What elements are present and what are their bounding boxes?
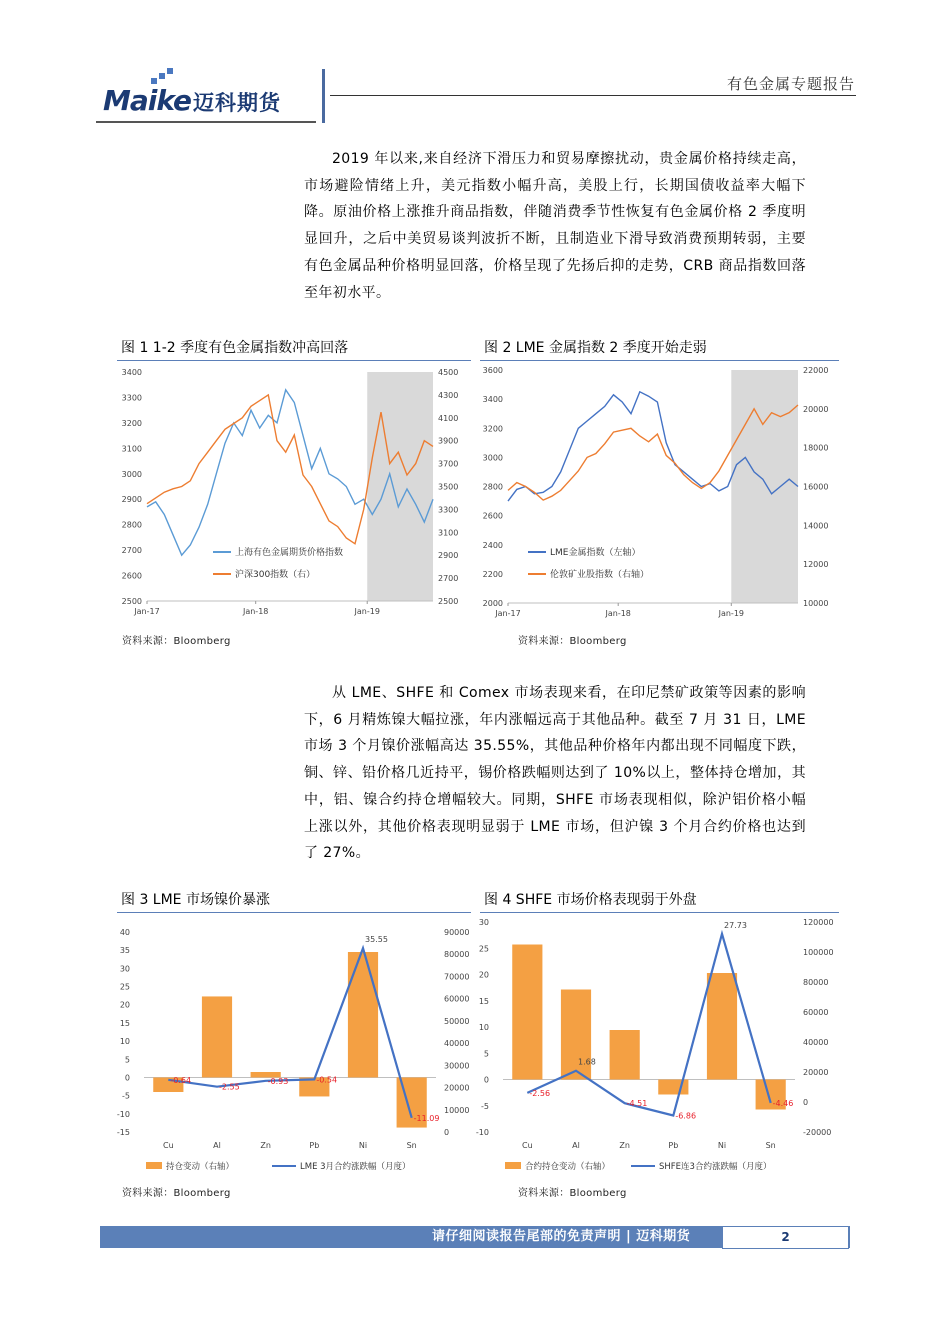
legend-label: 持仓变动（右轴） (166, 1162, 235, 1172)
bar (707, 973, 737, 1080)
category-label: Cu (522, 1141, 533, 1150)
category-label: Cu (163, 1141, 174, 1150)
x-tick-label: Jan-18 (605, 609, 631, 618)
right-tick-label: 90000 (444, 928, 470, 937)
left-tick-label: 30 (119, 964, 130, 974)
left-tick-label: 2400 (482, 540, 503, 550)
chart-1 (110, 362, 470, 622)
right-tick-label: 100000 (803, 948, 834, 957)
left-tick-label: 15 (478, 996, 489, 1006)
left-tick-label: 3300 (121, 393, 142, 403)
right-tick-label: 80000 (444, 950, 470, 960)
source-note-3: 资料来源：Bloomberg (122, 1188, 231, 1199)
left-tick-label: -5 (122, 1091, 130, 1101)
right-tick-label: 16000 (803, 482, 829, 492)
right-tick-label: 2500 (438, 597, 459, 606)
data-label: 1.68 (578, 1057, 596, 1067)
source-note-4: 资料来源：Bloomberg (518, 1188, 627, 1199)
right-tick-label: -20000 (803, 1128, 832, 1137)
left-tick-label: 5 (483, 1049, 489, 1059)
legend-label: 沪深300指数（右） (235, 570, 316, 580)
x-tick-label: Jan-17 (134, 607, 160, 616)
right-tick-label: 22000 (803, 366, 829, 375)
right-tick-label: 3500 (438, 482, 459, 492)
left-tick-label: 10 (478, 1023, 489, 1032)
figure-1-title: 图 1 1-2 季度有色金属指数冲高回落 (117, 338, 471, 361)
right-tick-label: 0 (803, 1098, 809, 1107)
left-tick-label: 2700 (121, 546, 142, 556)
category-label: Ni (358, 1141, 368, 1150)
category-label: Pb (668, 1141, 679, 1150)
legend-label: 合约持仓变动（右轴） (525, 1162, 611, 1172)
right-tick-label: 80000 (803, 978, 829, 987)
right-tick-label: 70000 (444, 972, 470, 982)
left-tick-label: 20 (119, 1000, 130, 1010)
right-tick-label: 10000 (803, 599, 829, 608)
left-tick-label: 35 (119, 946, 130, 956)
source-note-1: 资料来源：Bloomberg (122, 636, 231, 647)
right-tick-label: 40000 (803, 1038, 829, 1047)
legend-label: SHFE连3合约涨跌幅（月度） (659, 1162, 772, 1172)
bar (202, 996, 232, 1077)
right-tick-label: 2700 (438, 574, 459, 584)
left-tick-label: 2600 (482, 511, 503, 521)
category-label: Al (572, 1141, 580, 1150)
category-label: Sn (765, 1141, 776, 1150)
paragraph-intro: 2019 年以来,来自经济下滑压力和贸易摩擦扰动，贵金属价格持续走高，市场避险情绪上升，美元指数小幅升高，美股上行，长期国债收益率大幅下降。原油价格上涨推升商品指数，伴随消费季节性恢复有色金属价格 2 季度明显回升，之后中美贸易谈判波折不断，且制造业下滑导致消费预期转弱，主要有色金属品种价格明显回落，价格呈现了先扬后抑的走势，CRB 商品指数回落至年初水平。 (304, 151, 806, 301)
left-tick-label: 15 (119, 1018, 130, 1028)
paragraph-markets: 从 LME、SHFE 和 Comex 市场表现来看，在印尼禁矿政策等因素的影响下，6 月精炼镍大幅拉涨，年内涨幅远高于其他品种。截至 7 月 31 日，LME 市场 3 个月镍价涨幅高达 35.55%，其他品种价格年内都出现不同幅度下跌，铜、锌、铅价格几近持平，锡价格跌幅则达到了 10%以上，整体持仓增加，其中，铝、镍合约持仓增幅较大。同期，SHFE 市场表现相似，除沪铝价格小幅上涨以外，其他价格表现明显弱于 LME 市场，但沪镍 3 个月合约价格也达到了 27%。 (304, 685, 806, 862)
left-tick-label: 40 (119, 928, 130, 937)
source-note-2: 资料来源：Bloomberg (518, 636, 627, 647)
right-tick-label: 20000 (444, 1083, 470, 1093)
footer-bar (100, 1226, 850, 1248)
x-tick-label: Jan-19 (354, 607, 380, 616)
right-tick-label: 50000 (444, 1016, 470, 1026)
left-tick-label: 0 (124, 1073, 130, 1083)
left-tick-label: 3100 (121, 444, 142, 454)
legend-label: LME 3月合约涨跌幅（月度） (300, 1162, 411, 1172)
left-tick-label: 2200 (482, 569, 503, 579)
right-tick-label: 2900 (438, 551, 459, 561)
right-tick-label: 60000 (444, 994, 470, 1004)
left-tick-label: 5 (124, 1055, 130, 1065)
left-tick-label: 20 (478, 970, 489, 980)
logo-latin: Maike (103, 84, 191, 117)
left-tick-label: 2000 (482, 599, 503, 608)
data-label: -2.56 (529, 1088, 551, 1098)
right-tick-label: 20000 (803, 1068, 829, 1077)
right-tick-label: 3300 (438, 505, 459, 515)
chart-3 (110, 914, 475, 1176)
left-tick-label: 2800 (482, 482, 503, 492)
category-label: Sn (406, 1141, 417, 1150)
left-tick-label: 3000 (482, 453, 503, 463)
bar (658, 1080, 688, 1095)
category-label: Pb (309, 1141, 320, 1150)
chart-2 (475, 362, 840, 622)
left-tick-label: 25 (119, 982, 130, 992)
left-tick-label: -10 (475, 1128, 489, 1137)
left-tick-label: 2900 (121, 495, 142, 505)
x-tick-label: Jan-18 (242, 607, 269, 616)
data-label: -0.64 (170, 1075, 192, 1085)
right-tick-label: 0 (444, 1128, 450, 1137)
left-tick-label: 25 (478, 944, 489, 954)
left-tick-label: -15 (116, 1128, 130, 1137)
legend-label: 伦敦矿业股指数（右轴） (550, 570, 650, 580)
chart-4 (475, 912, 840, 1178)
right-tick-label: 4500 (438, 368, 459, 377)
left-tick-label: 3200 (482, 424, 503, 434)
right-tick-label: 40000 (444, 1039, 470, 1049)
logo-mark-icon (151, 68, 181, 88)
left-tick-label: 2800 (121, 520, 142, 530)
right-tick-label: 14000 (803, 521, 829, 531)
left-tick-label: 30 (478, 918, 489, 927)
left-tick-label: 3000 (121, 469, 142, 479)
logo-cn: 迈科期货 (192, 91, 281, 115)
legend-swatch (505, 1162, 521, 1169)
left-tick-label: -10 (116, 1109, 130, 1119)
data-label: -4.46 (772, 1098, 794, 1108)
right-tick-label: 3900 (438, 436, 459, 446)
left-tick-label: 3400 (482, 395, 503, 405)
shaded-region (367, 372, 433, 601)
left-tick-label: 3400 (121, 368, 142, 377)
left-tick-label: 2600 (121, 571, 142, 581)
right-tick-label: 30000 (444, 1061, 470, 1071)
data-label: -0.54 (316, 1075, 338, 1085)
data-label: 27.73 (724, 920, 747, 930)
data-label: -0.93 (267, 1076, 289, 1086)
category-label: Zn (260, 1141, 271, 1150)
header-divider (322, 69, 325, 123)
category-label: Al (213, 1141, 221, 1150)
bar (610, 1030, 640, 1080)
bar (348, 952, 378, 1077)
right-tick-label: 4300 (438, 390, 459, 400)
data-label: -2.55 (219, 1082, 240, 1092)
x-tick-label: Jan-17 (495, 609, 521, 618)
data-label: 35.55 (365, 935, 388, 945)
page-number: 2 (722, 1226, 849, 1249)
data-label: -4.51 (626, 1099, 648, 1109)
left-tick-label: 0 (483, 1075, 489, 1085)
header-rule (330, 95, 856, 96)
company-logo (103, 84, 281, 117)
right-tick-label: 4100 (438, 413, 459, 423)
data-label: -6.86 (675, 1111, 697, 1121)
right-tick-label: 12000 (803, 560, 829, 570)
left-tick-label: -5 (481, 1101, 489, 1111)
header-left-rule (96, 121, 316, 123)
data-label: -11.09 (413, 1113, 440, 1123)
figure-3-title: 图 3 LME 市场镍价暴涨 (117, 890, 471, 913)
left-tick-label: 3200 (121, 418, 142, 428)
bar (512, 945, 542, 1080)
right-tick-label: 120000 (803, 918, 834, 927)
right-tick-label: 60000 (803, 1008, 829, 1017)
legend-label: 上海有色金属期货价格指数 (235, 548, 344, 558)
legend-label: LME金属指数（左轴） (550, 548, 641, 558)
left-tick-label: 3600 (482, 366, 503, 375)
x-tick-label: Jan-19 (718, 609, 745, 618)
category-label: Zn (619, 1141, 630, 1150)
right-tick-label: 10000 (444, 1105, 470, 1115)
report-title: 有色金属专题报告 (726, 75, 855, 93)
footer-disclaimer: 请仔细阅读报告尾部的免责声明 | 迈科期货 (432, 1229, 691, 1244)
left-tick-label: 2500 (121, 597, 142, 606)
category-label: Ni (717, 1141, 727, 1150)
left-tick-label: 10 (119, 1037, 130, 1047)
right-tick-label: 3700 (438, 459, 459, 469)
right-tick-label: 3100 (438, 528, 459, 538)
legend-swatch (146, 1162, 162, 1169)
figure-2-title: 图 2 LME 金属指数 2 季度开始走弱 (480, 338, 839, 361)
shaded-region (731, 370, 798, 603)
figure-4-title: 图 4 SHFE 市场价格表现弱于外盘 (480, 890, 839, 913)
right-tick-label: 18000 (803, 443, 829, 453)
right-tick-label: 20000 (803, 404, 829, 414)
